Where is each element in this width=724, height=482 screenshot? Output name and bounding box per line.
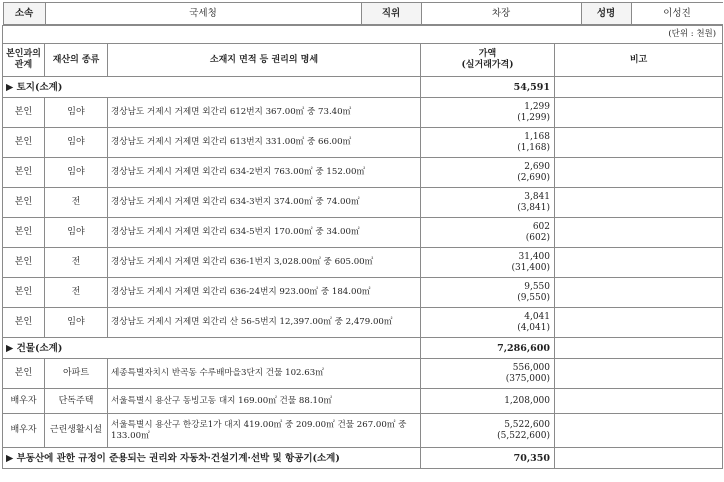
declared-value: 1,168	[524, 131, 550, 142]
table-row	[3, 359, 723, 389]
relation-cell: 본인	[3, 359, 45, 389]
remarks-cell	[555, 248, 723, 278]
relation-cell: 본인	[3, 128, 45, 158]
value-cell	[421, 278, 555, 308]
asset-type-cell: 임야	[45, 308, 108, 338]
relation-cell: 본인	[3, 98, 45, 128]
section-row-building	[3, 338, 723, 359]
value-cell	[421, 128, 555, 158]
section-remarks	[555, 338, 723, 359]
relation-cell: 본인	[3, 158, 45, 188]
asset-type-cell: 아파트	[45, 359, 108, 389]
table-row	[3, 308, 723, 338]
real-value: (1,299)	[517, 112, 550, 123]
real-value: (375,000)	[505, 373, 550, 384]
declared-value: 5,522,600	[504, 419, 550, 430]
remarks-cell	[555, 389, 723, 414]
relation-cell: 본인	[3, 308, 45, 338]
value-cell	[421, 308, 555, 338]
header-row	[3, 2, 723, 26]
declared-value: 9,550	[524, 281, 550, 292]
location-cell: 경상남도 거제시 거제면 외간리 634-5번지 170.00㎡ 중 34.00㎡	[108, 218, 421, 248]
section-subtotal: 7,286,600	[421, 338, 555, 359]
asset-type-cell: 임야	[45, 218, 108, 248]
position-value: 차장	[421, 3, 581, 25]
section-title: ▶ 부동산에 관한 규정이 준용되는 권리와 자동차·건설기계·선박 및 항공기(소계)	[3, 448, 421, 469]
header-table	[3, 2, 723, 25]
col-relation: 본인과의 관계	[3, 44, 45, 77]
relation-cell: 배우자	[3, 414, 45, 448]
asset-type-cell: 임야	[45, 98, 108, 128]
value-cell	[421, 359, 555, 389]
asset-type-cell: 단독주택	[45, 389, 108, 414]
table-row	[3, 158, 723, 188]
location-cell: 경상남도 거제시 거제면 외간리 산 56-5번지 12,397.00㎡ 중 2,479.00㎡	[108, 308, 421, 338]
relation-cell: 본인	[3, 248, 45, 278]
relation-cell: 본인	[3, 218, 45, 248]
location-cell: 경상남도 거제시 거제면 외간리 636-1번지 3,028.00㎡ 중 605.00㎡	[108, 248, 421, 278]
location-cell: 경상남도 거제시 거제면 외간리 612번지 367.00㎡ 중 73.40㎡	[108, 98, 421, 128]
asset-disclosure-page	[2, 2, 722, 469]
asset-type-cell: 근린생활시설	[45, 414, 108, 448]
location-cell: 경상남도 거제시 거제면 외간리 613번지 331.00㎡ 중 66.00㎡	[108, 128, 421, 158]
real-value: (2,690)	[517, 172, 550, 183]
name-label: 성명	[581, 3, 631, 25]
asset-table	[2, 2, 723, 469]
real-value: (5,522,600)	[497, 430, 550, 441]
location-cell: 서울특별시 용산구 한강로1가 대지 419.00㎡ 중 209.00㎡ 건물 267.00㎡ 중 133.00㎡	[108, 414, 421, 448]
remarks-cell	[555, 308, 723, 338]
table-row	[3, 389, 723, 414]
remarks-cell	[555, 278, 723, 308]
asset-type-cell: 전	[45, 248, 108, 278]
real-value: (602)	[525, 232, 550, 243]
column-header-row	[3, 44, 723, 77]
real-value: (3,841)	[517, 202, 550, 213]
section-remarks	[555, 448, 723, 469]
declared-value: 2,690	[524, 161, 550, 172]
unit-row	[3, 26, 723, 44]
remarks-cell	[555, 158, 723, 188]
section-title: ▶ 토지(소계)	[3, 77, 421, 98]
declared-value: 4,041	[524, 311, 550, 322]
declared-value: 1,208,000	[504, 395, 550, 406]
value-cell	[421, 158, 555, 188]
relation-cell: 본인	[3, 188, 45, 218]
location-cell: 세종특별자치시 반곡동 수루배마을3단지 건물 102.63㎡	[108, 359, 421, 389]
relation-cell: 본인	[3, 278, 45, 308]
asset-type-cell: 임야	[45, 128, 108, 158]
affiliation-label: 소속	[3, 3, 45, 25]
remarks-cell	[555, 128, 723, 158]
unit-note: (단위 : 천원)	[3, 26, 723, 44]
location-cell: 경상남도 거제시 거제면 외간리 634-2번지 763.00㎡ 중 152.00㎡	[108, 158, 421, 188]
col-remarks: 비고	[555, 44, 723, 77]
table-row	[3, 218, 723, 248]
declared-value: 556,000	[512, 362, 550, 373]
col-value: 가액 (실거래가격)	[421, 44, 555, 77]
remarks-cell	[555, 414, 723, 448]
real-value: (4,041)	[517, 322, 550, 333]
table-row	[3, 414, 723, 448]
real-value: (31,400)	[511, 262, 550, 273]
declared-value: 1,299	[524, 101, 550, 112]
location-cell: 서울특별시 용산구 동빙고동 대지 169.00㎡ 건물 88.10㎡	[108, 389, 421, 414]
position-label: 직위	[361, 3, 421, 25]
real-value: (1,168)	[517, 142, 550, 153]
value-cell	[421, 188, 555, 218]
value-cell	[421, 218, 555, 248]
asset-type-cell: 전	[45, 278, 108, 308]
section-subtotal: 70,350	[421, 448, 555, 469]
remarks-cell	[555, 359, 723, 389]
value-cell	[421, 98, 555, 128]
table-row	[3, 248, 723, 278]
remarks-cell	[555, 188, 723, 218]
declared-value: 31,400	[518, 251, 550, 262]
affiliation-value: 국세청	[45, 3, 361, 25]
header-cell	[3, 2, 723, 26]
section-subtotal: 54,591	[421, 77, 555, 98]
remarks-cell	[555, 218, 723, 248]
section-title: ▶ 건물(소계)	[3, 338, 421, 359]
section-row-land	[3, 77, 723, 98]
relation-cell: 배우자	[3, 389, 45, 414]
value-cell	[421, 389, 555, 414]
declared-value: 3,841	[524, 191, 550, 202]
table-row	[3, 278, 723, 308]
value-cell	[421, 414, 555, 448]
name-value: 이성진	[631, 3, 723, 25]
col-location: 소재지 면적 등 권리의 명세	[108, 44, 421, 77]
table-row	[3, 98, 723, 128]
location-cell: 경상남도 거제시 거제면 외간리 634-3번지 374.00㎡ 중 74.00㎡	[108, 188, 421, 218]
location-cell: 경상남도 거제시 거제면 외간리 636-24번지 923.00㎡ 중 184.00㎡	[108, 278, 421, 308]
col-asset-type: 재산의 종류	[45, 44, 108, 77]
value-cell	[421, 248, 555, 278]
section-remarks	[555, 77, 723, 98]
asset-type-cell: 전	[45, 188, 108, 218]
header-fields	[3, 3, 723, 25]
declared-value: 602	[532, 221, 550, 232]
table-row	[3, 128, 723, 158]
remarks-cell	[555, 98, 723, 128]
table-row	[3, 188, 723, 218]
asset-type-cell: 임야	[45, 158, 108, 188]
section-row-vehicles	[3, 448, 723, 469]
real-value: (9,550)	[517, 292, 550, 303]
